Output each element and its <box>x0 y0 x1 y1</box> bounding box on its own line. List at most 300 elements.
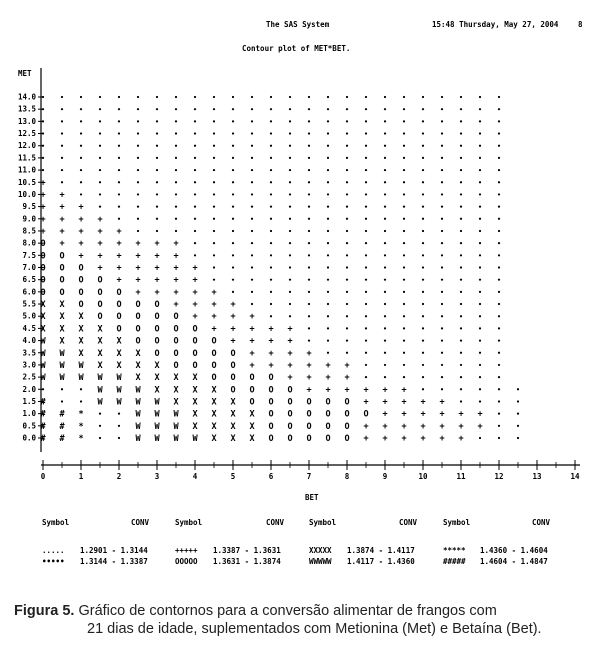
contour-mark <box>251 279 253 281</box>
contour-mark: W <box>97 397 103 408</box>
contour-mark <box>384 242 386 244</box>
contour-mark <box>175 218 177 220</box>
contour-mark <box>99 181 101 183</box>
legend-symbol: ••••• <box>42 557 65 566</box>
y-tick-label: 12.5 <box>17 129 36 139</box>
contour-mark <box>80 145 82 147</box>
contour-mark <box>441 181 443 183</box>
contour-mark <box>441 364 443 366</box>
contour-mark <box>137 181 139 183</box>
contour-mark <box>384 376 386 378</box>
contour-mark <box>498 400 500 402</box>
contour-mark <box>403 376 405 378</box>
contour-mark <box>384 206 386 208</box>
contour-mark <box>346 303 348 305</box>
contour-mark <box>327 132 329 134</box>
contour-mark <box>213 279 215 281</box>
contour-mark <box>213 157 215 159</box>
contour-mark <box>289 181 291 183</box>
contour-mark <box>422 339 424 341</box>
contour-mark <box>232 291 234 293</box>
contour-mark <box>194 254 196 256</box>
contour-mark: W <box>40 373 46 384</box>
contour-mark: + <box>268 324 274 335</box>
legend-range: 1.3387 - 1.3631 <box>213 546 281 555</box>
contour-mark: + <box>78 226 84 237</box>
contour-mark: O <box>78 263 84 274</box>
contour-mark <box>346 279 348 281</box>
contour-mark: + <box>192 312 198 323</box>
contour-mark: + <box>59 202 65 213</box>
contour-mark <box>346 157 348 159</box>
contour-mark <box>403 230 405 232</box>
contour-mark <box>498 120 500 122</box>
contour-mark: O <box>287 434 293 444</box>
contour-mark: X <box>116 336 122 347</box>
contour-mark: W <box>116 397 122 408</box>
contour-mark: O <box>211 373 217 384</box>
contour-mark: + <box>211 312 217 323</box>
contour-mark: O <box>249 373 255 384</box>
contour-mark <box>365 230 367 232</box>
contour-mark: W <box>173 409 179 420</box>
contour-mark <box>80 400 82 402</box>
contour-mark <box>403 218 405 220</box>
contour-mark <box>460 376 462 378</box>
contour-mark <box>460 291 462 293</box>
contour-mark <box>403 339 405 341</box>
contour-mark <box>251 218 253 220</box>
contour-mark: + <box>40 178 46 189</box>
contour-mark <box>365 315 367 317</box>
contour-mark: # <box>40 409 46 420</box>
contour-mark <box>422 206 424 208</box>
contour-mark <box>479 327 481 329</box>
contour-mark: O <box>116 324 122 335</box>
y-tick-label: 13.0 <box>17 116 36 126</box>
contour-mark <box>365 327 367 329</box>
contour-mark: O <box>59 263 65 274</box>
contour-mark: X <box>192 409 198 420</box>
contour-mark <box>42 169 44 171</box>
contour-mark: W <box>116 373 122 384</box>
contour-mark: # <box>40 397 46 408</box>
contour-mark: O <box>249 397 255 408</box>
contour-mark: W <box>154 397 160 408</box>
contour-mark <box>384 169 386 171</box>
contour-mark: O <box>192 360 198 371</box>
contour-mark <box>403 303 405 305</box>
contour-mark <box>232 96 234 98</box>
contour-mark <box>365 169 367 171</box>
contour-mark <box>327 303 329 305</box>
contour-mark <box>441 108 443 110</box>
contour-mark <box>403 364 405 366</box>
legend-range: 1.4604 - 1.4847 <box>480 557 548 566</box>
contour-mark: * <box>78 409 84 420</box>
contour-mark: + <box>420 397 426 408</box>
contour-mark: W <box>173 421 179 432</box>
contour-mark <box>118 108 120 110</box>
contour-mark <box>137 206 139 208</box>
contour-mark <box>422 120 424 122</box>
contour-mark: + <box>59 190 65 201</box>
contour-mark: X <box>154 385 160 396</box>
contour-mark <box>441 96 443 98</box>
y-tick-label: 3.0 <box>22 360 36 370</box>
contour-mark <box>232 218 234 220</box>
contour-mark <box>365 96 367 98</box>
contour-mark <box>365 254 367 256</box>
contour-mark: W <box>78 360 84 371</box>
contour-mark <box>232 108 234 110</box>
y-axis-label: MET <box>18 69 32 78</box>
contour-mark <box>118 206 120 208</box>
contour-mark: O <box>97 300 103 311</box>
y-tick-label: 1.5 <box>22 396 36 406</box>
contour-mark <box>61 120 63 122</box>
contour-mark: X <box>173 385 179 396</box>
contour-mark <box>346 218 348 220</box>
contour-mark <box>289 303 291 305</box>
contour-mark <box>99 206 101 208</box>
x-tick-label: 0 <box>40 472 46 481</box>
legend-symbol: OOOOO <box>175 557 198 566</box>
contour-mark <box>479 120 481 122</box>
contour-mark <box>308 132 310 134</box>
contour-mark <box>137 120 139 122</box>
y-tick-label: 0.0 <box>22 433 36 443</box>
y-tick-label: 4.5 <box>22 323 36 333</box>
contour-mark <box>289 132 291 134</box>
contour-mark <box>498 218 500 220</box>
contour-mark <box>498 315 500 317</box>
contour-mark <box>308 120 310 122</box>
x-tick-label: 12 <box>494 472 504 481</box>
contour-mark <box>194 120 196 122</box>
contour-mark <box>156 157 158 159</box>
contour-mark: + <box>97 239 103 250</box>
contour-mark: + <box>135 287 141 298</box>
contour-mark <box>346 108 348 110</box>
contour-mark: X <box>97 348 103 359</box>
contour-mark <box>251 96 253 98</box>
caption-continuation: 21 dias de idade, suplementados com Metionina (Met) e Betaína (Bet). <box>87 621 542 637</box>
contour-mark: X <box>192 385 198 396</box>
contour-mark <box>118 157 120 159</box>
contour-mark <box>251 230 253 232</box>
contour-mark <box>194 132 196 134</box>
contour-mark: O <box>135 312 141 323</box>
contour-mark <box>384 108 386 110</box>
contour-mark: # <box>40 421 46 432</box>
x-tick-label: 13 <box>532 472 542 481</box>
contour-mark <box>365 266 367 268</box>
x-tick-label: 7 <box>306 472 312 481</box>
contour-mark <box>289 169 291 171</box>
contour-mark: * <box>78 434 84 444</box>
contour-mark <box>232 132 234 134</box>
contour-mark: + <box>287 360 293 371</box>
contour-mark <box>289 291 291 293</box>
legend-symbol: WWWWW <box>309 557 332 566</box>
contour-mark <box>137 157 139 159</box>
contour-mark <box>194 181 196 183</box>
contour-mark <box>479 437 481 439</box>
contour-mark: + <box>211 287 217 298</box>
contour-mark <box>365 279 367 281</box>
contour-mark <box>365 108 367 110</box>
contour-mark <box>289 242 291 244</box>
contour-mark: + <box>230 312 236 323</box>
contour-mark: W <box>135 434 141 444</box>
contour-mark <box>270 254 272 256</box>
contour-mark <box>441 230 443 232</box>
contour-mark: + <box>306 385 312 396</box>
contour-mark <box>194 193 196 195</box>
contour-mark <box>270 315 272 317</box>
contour-mark: O <box>154 312 160 323</box>
contour-mark <box>270 132 272 134</box>
contour-mark <box>403 120 405 122</box>
contour-mark: W <box>135 397 141 408</box>
contour-mark: + <box>135 239 141 250</box>
contour-mark <box>175 157 177 159</box>
contour-mark <box>251 254 253 256</box>
contour-mark <box>213 96 215 98</box>
contour-mark <box>232 254 234 256</box>
contour-mark <box>441 303 443 305</box>
contour-mark <box>384 279 386 281</box>
contour-mark <box>289 193 291 195</box>
contour-mark <box>327 145 329 147</box>
contour-mark: + <box>40 202 46 213</box>
y-tick-label: 10.0 <box>17 189 36 199</box>
contour-mark <box>289 266 291 268</box>
contour-mark <box>517 437 519 439</box>
x-tick-label: 6 <box>268 472 274 481</box>
contour-mark <box>384 315 386 317</box>
contour-mark: + <box>401 421 407 432</box>
contour-mark: O <box>59 287 65 298</box>
contour-mark <box>270 145 272 147</box>
contour-mark <box>498 291 500 293</box>
contour-mark <box>460 242 462 244</box>
contour-mark <box>441 206 443 208</box>
contour-mark <box>308 169 310 171</box>
contour-mark: # <box>40 434 46 444</box>
contour-mark <box>498 303 500 305</box>
contour-mark <box>42 108 44 110</box>
contour-mark <box>289 206 291 208</box>
y-tick-label: 8.5 <box>22 226 36 236</box>
legend-header-symbol: Symbol <box>443 518 471 527</box>
contour-mark <box>365 145 367 147</box>
contour-mark <box>42 157 44 159</box>
contour-mark: O <box>40 263 46 274</box>
contour-mark <box>308 181 310 183</box>
contour-mark <box>194 169 196 171</box>
contour-mark <box>479 388 481 390</box>
contour-mark <box>479 218 481 220</box>
legend-header-conv: CONV <box>532 518 551 527</box>
contour-mark: + <box>97 214 103 225</box>
contour-mark: + <box>40 190 46 201</box>
contour-mark <box>327 242 329 244</box>
contour-mark <box>194 108 196 110</box>
contour-mark <box>403 169 405 171</box>
contour-mark <box>384 254 386 256</box>
contour-mark <box>422 364 424 366</box>
contour-mark <box>460 120 462 122</box>
contour-mark <box>479 279 481 281</box>
x-axis-label: BET <box>305 493 319 502</box>
contour-mark <box>61 169 63 171</box>
contour-mark <box>384 230 386 232</box>
contour-mark <box>346 145 348 147</box>
contour-mark <box>460 254 462 256</box>
contour-mark: O <box>268 409 274 420</box>
contour-mark <box>422 279 424 281</box>
contour-mark <box>156 181 158 183</box>
contour-mark: + <box>173 287 179 298</box>
y-tick-label: 6.0 <box>22 287 36 297</box>
contour-mark: + <box>439 397 445 408</box>
contour-mark <box>213 132 215 134</box>
contour-mark <box>327 193 329 195</box>
contour-mark: O <box>173 348 179 359</box>
contour-mark <box>346 315 348 317</box>
y-tick-label: 9.5 <box>22 202 36 212</box>
contour-mark <box>118 425 120 427</box>
contour-mark <box>460 181 462 183</box>
contour-mark <box>308 218 310 220</box>
contour-mark <box>232 242 234 244</box>
contour-mark <box>308 157 310 159</box>
contour-mark <box>498 266 500 268</box>
contour-mark <box>156 206 158 208</box>
contour-mark: O <box>325 409 331 420</box>
contour-mark <box>61 145 63 147</box>
contour-mark: + <box>287 336 293 347</box>
contour-mark <box>308 279 310 281</box>
contour-mark <box>479 169 481 171</box>
contour-mark: X <box>173 397 179 408</box>
contour-mark <box>232 279 234 281</box>
contour-mark <box>498 364 500 366</box>
contour-mark <box>498 388 500 390</box>
contour-mark: X <box>154 360 160 371</box>
contour-mark: O <box>287 409 293 420</box>
legend-symbol: ##### <box>443 557 466 566</box>
contour-mark <box>308 206 310 208</box>
contour-mark <box>308 315 310 317</box>
contour-mark <box>270 230 272 232</box>
contour-mark: O <box>268 373 274 384</box>
x-tick-label: 5 <box>230 472 236 481</box>
contour-mark: + <box>173 275 179 286</box>
contour-mark: + <box>116 275 122 286</box>
contour-mark <box>460 230 462 232</box>
contour-mark: + <box>458 409 464 420</box>
contour-mark <box>479 303 481 305</box>
contour-mark <box>498 96 500 98</box>
contour-mark: X <box>230 421 236 432</box>
contour-mark: O <box>344 397 350 408</box>
contour-mark: * <box>78 421 84 432</box>
contour-mark: X <box>135 360 141 371</box>
contour-mark: X <box>211 409 217 420</box>
contour-mark: X <box>78 324 84 335</box>
contour-mark: + <box>420 434 426 444</box>
contour-mark <box>308 145 310 147</box>
contour-mark <box>365 352 367 354</box>
contour-mark <box>327 352 329 354</box>
contour-mark <box>498 279 500 281</box>
contour-mark: + <box>40 226 46 237</box>
contour-mark: X <box>59 312 65 323</box>
contour-mark: + <box>268 360 274 371</box>
contour-mark <box>498 132 500 134</box>
contour-mark <box>517 400 519 402</box>
contour-mark <box>194 145 196 147</box>
contour-mark: + <box>154 275 160 286</box>
contour-mark <box>251 266 253 268</box>
contour-mark: O <box>363 409 369 420</box>
contour-mark <box>156 169 158 171</box>
y-tick-label: 2.0 <box>22 384 36 394</box>
contour-mark <box>118 145 120 147</box>
contour-mark <box>308 291 310 293</box>
contour-mark <box>498 327 500 329</box>
contour-mark <box>498 242 500 244</box>
contour-mark <box>99 120 101 122</box>
contour-mark <box>460 108 462 110</box>
contour-mark: O <box>154 336 160 347</box>
contour-mark: + <box>268 348 274 359</box>
contour-mark <box>460 218 462 220</box>
contour-mark <box>175 132 177 134</box>
contour-mark <box>270 181 272 183</box>
contour-mark <box>232 120 234 122</box>
contour-mark <box>422 376 424 378</box>
contour-mark <box>61 108 63 110</box>
contour-mark: + <box>249 348 255 359</box>
contour-mark <box>270 279 272 281</box>
contour-mark <box>327 279 329 281</box>
contour-mark <box>289 254 291 256</box>
contour-mark <box>232 230 234 232</box>
contour-mark: + <box>363 385 369 396</box>
contour-mark: W <box>40 336 46 347</box>
contour-mark <box>441 291 443 293</box>
contour-mark: + <box>344 385 350 396</box>
contour-mark <box>441 169 443 171</box>
contour-mark: X <box>78 336 84 347</box>
contour-mark: + <box>325 385 331 396</box>
contour-mark: O <box>173 336 179 347</box>
contour-mark <box>365 218 367 220</box>
contour-mark <box>479 254 481 256</box>
contour-mark <box>384 218 386 220</box>
contour-mark: W <box>59 373 65 384</box>
contour-mark <box>403 132 405 134</box>
contour-mark <box>422 230 424 232</box>
contour-mark <box>137 230 139 232</box>
contour-mark <box>479 96 481 98</box>
contour-mark: + <box>154 251 160 262</box>
contour-mark: W <box>59 360 65 371</box>
